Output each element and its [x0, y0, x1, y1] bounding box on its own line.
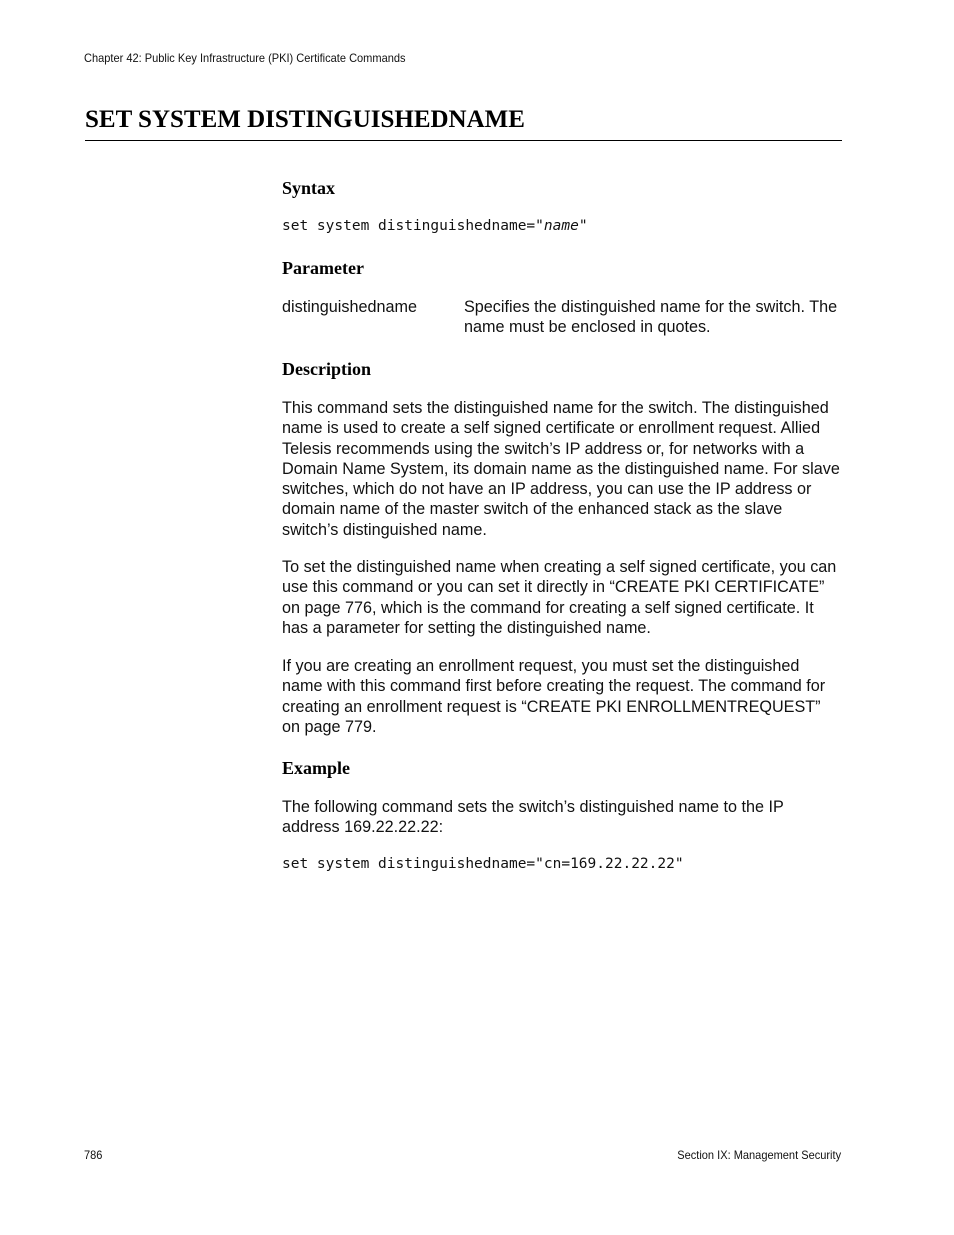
syntax-code-suffix: " — [578, 218, 588, 234]
syntax-code — [282, 218, 588, 234]
syntax-heading: Syntax — [282, 178, 336, 198]
footer-section: Section IX: Management Security — [677, 1148, 841, 1162]
parameter-description: Specifies the distinguished name for the switch. The name must be enclosed in quotes. — [464, 298, 838, 337]
parameter-name: distinguishedname — [282, 298, 417, 316]
description-heading: Description — [282, 359, 371, 379]
example-text: The following command sets the switch’s distinguished name to the IP address 169.22.22.22: — [282, 798, 784, 837]
example-code: set system distinguishedname="cn=169.22.22.22" — [282, 856, 684, 872]
page-title: SET SYSTEM DISTINGUISHEDNAME — [85, 106, 525, 133]
description-paragraph-2: To set the distinguished name when creating a self signed certificate, you can use this command or you can set it directly in “CREATE PKI CERTIFICATE” on page 776, which is the command for creating a self signed certificate. It has a parameter for setting the distinguished name. — [282, 558, 837, 637]
running-header: Chapter 42: Public Key Infrastructure (PKI) Certificate Commands — [84, 51, 406, 65]
page-number: 786 — [84, 1148, 103, 1162]
example-heading: Example — [282, 758, 351, 778]
title-rule — [85, 140, 842, 141]
syntax-code-prefix: set system distinguishedname=" — [282, 218, 544, 234]
description-paragraph-3: If you are creating an enrollment request, you must set the distinguished name with this command first before creating the request. The command for creating an enrollment request is “CREATE PKI ENROLLMENTREQUEST” on page 779. — [282, 657, 826, 736]
parameter-heading: Parameter — [282, 258, 364, 278]
description-paragraph-1: This command sets the distinguished name for the switch. The distinguished name is used to create a self signed certificate or enrollment request. Allied Telesis recommends using the switch’s IP address or, for networks with a Domain Name System, its domain name as the distinguished name. For slave switches, which do not have an IP address, you can use the IP address or domain name of the master switch of the enhanced stack as the slave switch’s distinguished name. — [282, 399, 840, 539]
syntax-code-param: name — [543, 218, 579, 234]
